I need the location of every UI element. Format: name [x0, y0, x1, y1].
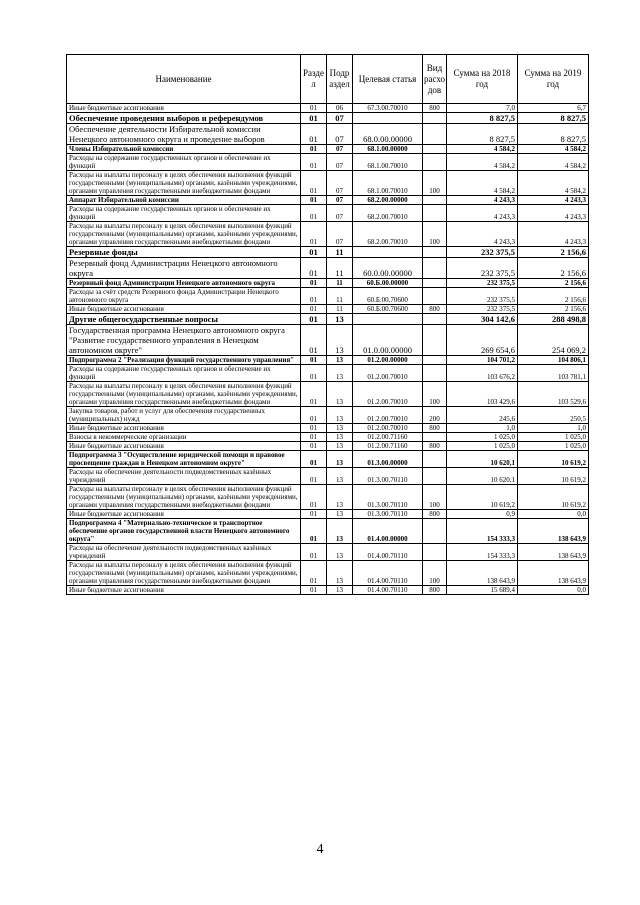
cell-section: 01 — [301, 485, 327, 510]
cell-kind: 800 — [423, 586, 447, 595]
cell-section: 01 — [301, 104, 327, 113]
header-section: Разде л — [301, 55, 327, 104]
cell-subsection: 13 — [327, 365, 353, 382]
cell-kind — [423, 113, 447, 124]
cell-subsection: 13 — [327, 442, 353, 451]
cell-kind — [423, 145, 447, 154]
cell-sum-2019: 10 619,2 — [518, 485, 589, 510]
cell-target: 60.Б.00.00000 — [353, 279, 423, 288]
cell-sum-2018: 232 375,5 — [447, 305, 518, 314]
cell-kind: 100 — [423, 222, 447, 247]
cell-target: 01.3.00.00000 — [353, 451, 423, 468]
cell-section: 01 — [301, 171, 327, 196]
cell-sum-2018: 8 827,5 — [447, 113, 518, 124]
cell-kind: 800 — [423, 442, 447, 451]
cell-sum-2019: 2 156,6 — [518, 305, 589, 314]
cell-section: 01 — [301, 424, 327, 433]
cell-subsection: 13 — [327, 314, 353, 325]
cell-target: 01.2.00.71160 — [353, 442, 423, 451]
table-row — [67, 365, 589, 382]
cell-section: 01 — [301, 288, 327, 305]
cell-subsection: 07 — [327, 196, 353, 205]
cell-name: Расходы на выплаты персоналу в целях обеспечения выполнения функций государственными (муниципальными) органами, казёнными учреждениями, органами управления государственными внебюджетными фондами — [67, 485, 301, 510]
cell-target — [353, 113, 423, 124]
cell-sum-2018: 269 654,6 — [447, 325, 518, 356]
cell-section: 01 — [301, 205, 327, 222]
table-body — [67, 104, 589, 595]
cell-sum-2018: 8 827,5 — [447, 124, 518, 145]
cell-sum-2018: 15 689,4 — [447, 586, 518, 595]
cell-kind: 800 — [423, 510, 447, 519]
cell-target: 60.Б.00.70600 — [353, 288, 423, 305]
cell-subsection: 13 — [327, 424, 353, 433]
cell-sum-2019: 8 827,5 — [518, 124, 589, 145]
cell-target: 01.2.00.70010 — [353, 365, 423, 382]
table-row — [67, 305, 589, 314]
cell-sum-2019: 103 781,1 — [518, 365, 589, 382]
cell-sum-2019: 10 619,2 — [518, 468, 589, 485]
table-row — [67, 382, 589, 407]
cell-kind: 800 — [423, 104, 447, 113]
table-row — [67, 544, 589, 561]
cell-sum-2019: 8 827,5 — [518, 113, 589, 124]
cell-kind — [423, 325, 447, 356]
cell-sum-2018: 10 619,2 — [447, 485, 518, 510]
cell-sum-2019: 2 156,6 — [518, 258, 589, 279]
cell-subsection: 13 — [327, 468, 353, 485]
cell-target: 01.2.00.71160 — [353, 433, 423, 442]
cell-sum-2019: 6,7 — [518, 104, 589, 113]
table-row — [67, 124, 589, 145]
cell-target: 01.3.00.70110 — [353, 510, 423, 519]
cell-sum-2019: 4 243,3 — [518, 196, 589, 205]
cell-kind: 100 — [423, 382, 447, 407]
cell-section: 01 — [301, 510, 327, 519]
cell-subsection: 13 — [327, 519, 353, 544]
cell-sum-2019: 103 529,6 — [518, 382, 589, 407]
table-row — [67, 314, 589, 325]
cell-target: 68.2.00.70010 — [353, 222, 423, 247]
table-row — [67, 325, 589, 356]
cell-name: Иные бюджетные ассигнования — [67, 442, 301, 451]
cell-section: 01 — [301, 356, 327, 365]
header-sum-2019: Сумма на 2019 год — [518, 55, 589, 104]
cell-section: 01 — [301, 154, 327, 171]
cell-target: 01.3.00.70110 — [353, 485, 423, 510]
cell-subsection: 13 — [327, 325, 353, 356]
cell-section: 01 — [301, 196, 327, 205]
cell-section: 01 — [301, 451, 327, 468]
cell-sum-2019: 138 643,9 — [518, 544, 589, 561]
cell-section: 01 — [301, 305, 327, 314]
cell-sum-2019: 4 584,2 — [518, 145, 589, 154]
cell-subsection: 06 — [327, 104, 353, 113]
table-row — [67, 205, 589, 222]
cell-section: 01 — [301, 247, 327, 258]
table-row — [67, 485, 589, 510]
cell-sum-2019: 2 156,6 — [518, 288, 589, 305]
table-row — [67, 104, 589, 113]
cell-sum-2018: 4 243,3 — [447, 205, 518, 222]
cell-target: 01.2.00.70010 — [353, 382, 423, 407]
cell-sum-2019: 138 643,9 — [518, 561, 589, 586]
cell-subsection: 11 — [327, 288, 353, 305]
cell-kind — [423, 314, 447, 325]
cell-target: 01.4.00.70110 — [353, 586, 423, 595]
cell-name: Аппарат Избирательной комиссии — [67, 196, 301, 205]
cell-sum-2018: 1 025,0 — [447, 433, 518, 442]
table-row — [67, 433, 589, 442]
cell-sum-2018: 232 375,5 — [447, 247, 518, 258]
cell-target: 01.2.00.00000 — [353, 356, 423, 365]
cell-sum-2018: 232 375,5 — [447, 258, 518, 279]
cell-subsection: 11 — [327, 247, 353, 258]
cell-sum-2019: 0,0 — [518, 586, 589, 595]
cell-subsection: 07 — [327, 113, 353, 124]
cell-sum-2019: 4 243,3 — [518, 222, 589, 247]
cell-sum-2018: 103 429,6 — [447, 382, 518, 407]
cell-sum-2018: 10 620,1 — [447, 451, 518, 468]
cell-kind — [423, 124, 447, 145]
cell-sum-2018: 4 584,2 — [447, 171, 518, 196]
cell-name: Обеспечение проведения выборов и референдумов — [67, 113, 301, 124]
cell-subsection: 11 — [327, 279, 353, 288]
cell-name: Иные бюджетные ассигнования — [67, 424, 301, 433]
cell-subsection: 13 — [327, 544, 353, 561]
cell-sum-2019: 254 069,2 — [518, 325, 589, 356]
table-row — [67, 424, 589, 433]
header-target: Целевая статья — [353, 55, 423, 104]
cell-target: 68.1.00.00000 — [353, 145, 423, 154]
cell-kind — [423, 288, 447, 305]
table-row — [67, 356, 589, 365]
cell-name: Иные бюджетные ассигнования — [67, 586, 301, 595]
cell-sum-2018: 10 620,1 — [447, 468, 518, 485]
cell-kind — [423, 468, 447, 485]
cell-name: Иные бюджетные ассигнования — [67, 305, 301, 314]
cell-sum-2019: 2 156,6 — [518, 247, 589, 258]
cell-subsection: 13 — [327, 451, 353, 468]
cell-section: 01 — [301, 325, 327, 356]
cell-section: 01 — [301, 113, 327, 124]
cell-kind: 100 — [423, 171, 447, 196]
cell-sum-2018: 4 243,3 — [447, 196, 518, 205]
cell-target: 68.1.00.70010 — [353, 171, 423, 196]
table-row — [67, 279, 589, 288]
cell-section: 01 — [301, 442, 327, 451]
cell-sum-2018: 0,9 — [447, 510, 518, 519]
cell-sum-2019: 1 025,0 — [518, 442, 589, 451]
page-number: 4 — [316, 842, 324, 857]
table-row — [67, 258, 589, 279]
cell-sum-2019: 104 806,1 — [518, 356, 589, 365]
cell-kind: 200 — [423, 407, 447, 424]
cell-target: 01.2.00.70010 — [353, 424, 423, 433]
cell-sum-2019: 4 584,2 — [518, 171, 589, 196]
table-row — [67, 451, 589, 468]
cell-sum-2018: 4 584,2 — [447, 145, 518, 154]
cell-name: Иные бюджетные ассигнования — [67, 104, 301, 113]
table-row — [67, 519, 589, 544]
cell-sum-2018: 245,6 — [447, 407, 518, 424]
cell-section: 01 — [301, 124, 327, 145]
cell-kind — [423, 258, 447, 279]
header-kind: Вид расхо дов — [423, 55, 447, 104]
cell-name: Расходы на выплаты персоналу в целях обеспечения выполнения функций государственными (муниципальными) органами, казёнными учреждениями, органами управления государственными внебюджетными фондами — [67, 171, 301, 196]
cell-subsection: 13 — [327, 485, 353, 510]
cell-name: Расходы на выплаты персоналу в целях обеспечения выполнения функций государственными (муниципальными) органами, казёнными учреждениями, органами управления государственными внебюджетными фондами — [67, 561, 301, 586]
cell-kind — [423, 205, 447, 222]
cell-section: 01 — [301, 365, 327, 382]
cell-subsection: 07 — [327, 124, 353, 145]
cell-subsection: 07 — [327, 145, 353, 154]
cell-subsection: 13 — [327, 433, 353, 442]
cell-name: Закупка товаров, работ и услуг для обеспечения государственных (муниципальных) нужд — [67, 407, 301, 424]
cell-target: 01.2.00.70010 — [353, 407, 423, 424]
cell-target — [353, 314, 423, 325]
cell-section: 01 — [301, 433, 327, 442]
cell-subsection: 07 — [327, 222, 353, 247]
cell-kind — [423, 544, 447, 561]
cell-sum-2018: 7,0 — [447, 104, 518, 113]
cell-subsection: 13 — [327, 382, 353, 407]
table-row — [67, 586, 589, 595]
cell-section: 01 — [301, 145, 327, 154]
cell-name: Подпрограмма 3 "Осуществление юридической помощи и правовое просвещение граждан в Ненецком автономном округе" — [67, 451, 301, 468]
table-row — [67, 407, 589, 424]
cell-section: 01 — [301, 222, 327, 247]
cell-kind: 100 — [423, 561, 447, 586]
cell-sum-2018: 304 142,6 — [447, 314, 518, 325]
cell-sum-2018: 1 025,0 — [447, 442, 518, 451]
cell-sum-2018: 154 333,3 — [447, 519, 518, 544]
cell-target: 01.0.00.00000 — [353, 325, 423, 356]
cell-sum-2019: 4 584,2 — [518, 154, 589, 171]
cell-kind — [423, 519, 447, 544]
cell-name: Подпрограмма 4 "Материально-техническое и транспортное обеспечение органов государственной власти Ненецкого автономного округа" — [67, 519, 301, 544]
cell-sum-2018: 4 584,2 — [447, 154, 518, 171]
cell-section: 01 — [301, 258, 327, 279]
cell-subsection: 13 — [327, 407, 353, 424]
cell-sum-2018: 103 676,2 — [447, 365, 518, 382]
cell-name: Обеспечение деятельности Избирательной комиссии Ненецкого автономного округа и проведение выборов — [67, 124, 301, 145]
cell-section: 01 — [301, 519, 327, 544]
cell-name: Подпрограмма 2 "Реализация функций государственного управления" — [67, 356, 301, 365]
table-row — [67, 171, 589, 196]
cell-subsection: 13 — [327, 356, 353, 365]
cell-target: 68.1.00.70010 — [353, 154, 423, 171]
cell-kind: 800 — [423, 305, 447, 314]
table-row — [67, 113, 589, 124]
cell-sum-2019: 0,0 — [518, 510, 589, 519]
cell-section: 01 — [301, 407, 327, 424]
cell-section: 01 — [301, 468, 327, 485]
cell-name: Другие общегосударственные вопросы — [67, 314, 301, 325]
cell-name: Иные бюджетные ассигнования — [67, 510, 301, 519]
cell-target: 01.4.00.70110 — [353, 561, 423, 586]
cell-kind — [423, 196, 447, 205]
cell-name: Государственная программа Ненецкого автономного округа "Развитие государственного управления в Ненецком автономном округе" — [67, 325, 301, 356]
cell-target: 68.0.00.00000 — [353, 124, 423, 145]
cell-name: Расходы на выплаты персоналу в целях обеспечения выполнения функций государственными (муниципальными) органами, казёнными учреждениями, органами управления государственными внебюджетными фондами — [67, 222, 301, 247]
cell-sum-2019: 250,5 — [518, 407, 589, 424]
table-row — [67, 561, 589, 586]
cell-sum-2018: 232 375,5 — [447, 279, 518, 288]
cell-sum-2019: 10 619,2 — [518, 451, 589, 468]
cell-section: 01 — [301, 544, 327, 561]
cell-kind — [423, 279, 447, 288]
budget-table — [66, 54, 589, 595]
cell-name: Расходы на содержание государственных органов и обеспечение их функций — [67, 365, 301, 382]
table-row — [67, 222, 589, 247]
cell-kind — [423, 451, 447, 468]
cell-subsection: 11 — [327, 305, 353, 314]
table-row — [67, 442, 589, 451]
table-row — [67, 288, 589, 305]
cell-sum-2019: 288 498,8 — [518, 314, 589, 325]
cell-name: Расходы на обеспечение деятельности подведомственных казённых учреждений — [67, 468, 301, 485]
cell-name: Резервный фонд Администрации Ненецкого автономного округа — [67, 279, 301, 288]
cell-section: 01 — [301, 382, 327, 407]
cell-sum-2018: 232 375,5 — [447, 288, 518, 305]
table-row — [67, 145, 589, 154]
cell-subsection: 11 — [327, 258, 353, 279]
cell-sum-2018: 138 643,9 — [447, 561, 518, 586]
cell-name: Члены Избирательной комиссии — [67, 145, 301, 154]
cell-target: 68.2.00.70010 — [353, 205, 423, 222]
cell-sum-2018: 104 701,2 — [447, 356, 518, 365]
cell-target: 60.0.00.00000 — [353, 258, 423, 279]
cell-subsection: 07 — [327, 171, 353, 196]
cell-name: Расходы на содержание государственных органов и обеспечение их функций — [67, 154, 301, 171]
header-name: Наименование — [67, 55, 301, 104]
table-header-row — [67, 55, 589, 104]
cell-sum-2019: 4 243,3 — [518, 205, 589, 222]
cell-sum-2019: 1 025,0 — [518, 433, 589, 442]
cell-kind — [423, 356, 447, 365]
cell-sum-2018: 154 333,3 — [447, 544, 518, 561]
table-row — [67, 468, 589, 485]
cell-kind — [423, 433, 447, 442]
cell-subsection: 13 — [327, 510, 353, 519]
cell-section: 01 — [301, 279, 327, 288]
cell-subsection: 07 — [327, 205, 353, 222]
header-subsection: Подр аздел — [327, 55, 353, 104]
table-row — [67, 247, 589, 258]
cell-sum-2018: 1,0 — [447, 424, 518, 433]
cell-target: 67.3.00.70010 — [353, 104, 423, 113]
cell-sum-2018: 4 243,3 — [447, 222, 518, 247]
cell-name: Расходы на обеспечение деятельности подведомственных казённых учреждений — [67, 544, 301, 561]
cell-target — [353, 247, 423, 258]
table-row — [67, 154, 589, 171]
table-row — [67, 196, 589, 205]
cell-section: 01 — [301, 561, 327, 586]
cell-subsection: 13 — [327, 586, 353, 595]
cell-subsection: 13 — [327, 561, 353, 586]
cell-target: 60.Б.00.70600 — [353, 305, 423, 314]
cell-target: 01.4.00.70110 — [353, 544, 423, 561]
cell-subsection: 07 — [327, 154, 353, 171]
cell-name: Резервный фонд Администрации Ненецкого автономного округа — [67, 258, 301, 279]
table-row — [67, 510, 589, 519]
cell-section: 01 — [301, 314, 327, 325]
header-sum-2018: Сумма на 2018 год — [447, 55, 518, 104]
cell-name: Расходы на содержание государственных органов и обеспечение их функций — [67, 205, 301, 222]
cell-sum-2019: 1,0 — [518, 424, 589, 433]
cell-sum-2019: 138 643,9 — [518, 519, 589, 544]
cell-name: Взносы в некоммерческие организации — [67, 433, 301, 442]
cell-kind: 800 — [423, 424, 447, 433]
cell-kind — [423, 365, 447, 382]
cell-name: Расходы на выплаты персоналу в целях обеспечения выполнения функций государственными (муниципальными) органами, казёнными учреждениями, органами управления государственными внебюджетными фондами — [67, 382, 301, 407]
cell-kind — [423, 247, 447, 258]
cell-kind — [423, 154, 447, 171]
cell-target: 01.3.00.70110 — [353, 468, 423, 485]
cell-name: Резервные фонды — [67, 247, 301, 258]
cell-target: 68.2.00.00000 — [353, 196, 423, 205]
cell-section: 01 — [301, 586, 327, 595]
cell-sum-2019: 2 156,6 — [518, 279, 589, 288]
cell-target: 01.4.00.00000 — [353, 519, 423, 544]
cell-kind: 100 — [423, 485, 447, 510]
cell-name: Расходы за счёт средств Резервного фонда Администрации Ненецкого автономного округа — [67, 288, 301, 305]
